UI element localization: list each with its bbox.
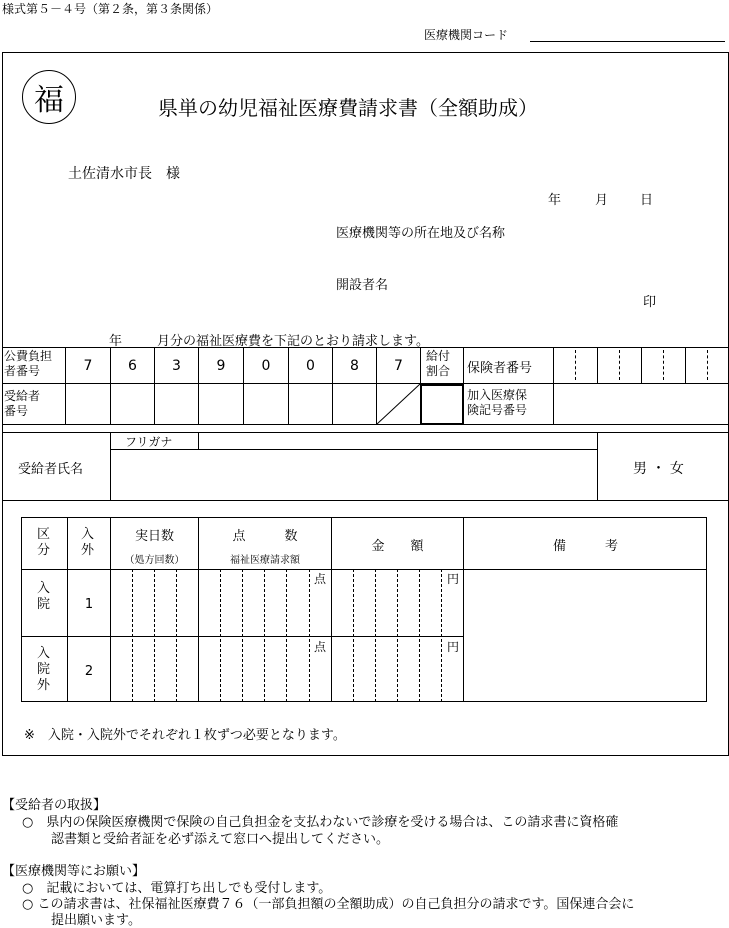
insurance-symbol-label: 加入医療保 険記号番号 — [467, 388, 528, 417]
row-category-outpatient: 入 院 外 — [37, 646, 51, 693]
billing-header-bottom — [21, 569, 707, 570]
digit-sep — [419, 569, 420, 702]
request-year-label: 年 — [109, 334, 123, 349]
addressee: 土佐清水市長 様 — [68, 166, 180, 182]
gender-options[interactable]: 男 ・ 女 — [633, 461, 684, 477]
id-table-bottom — [2, 424, 729, 425]
digit-sep — [286, 569, 287, 702]
yen-unit: 円 — [447, 640, 460, 654]
insurer-digit-sep — [707, 350, 708, 380]
form-number: 様式第５－４号（第２条，第３条関係） — [2, 2, 219, 16]
col-days-sub: （処方回数） — [124, 554, 185, 566]
recipient-item-line-1: ○ 県内の保険医療機関で保険の自己負担金を支払わないで診療を受ける場合は、この請求書に資格確 — [22, 815, 619, 830]
diagonal-cell — [376, 383, 421, 425]
id-table-mid — [2, 383, 729, 384]
form-title: 県単の幼児福祉医療費請求書（全額助成） — [158, 96, 538, 120]
col-amount: 金 額 — [371, 538, 424, 554]
digit-sep — [309, 569, 310, 702]
founder-label: 開設者名 — [336, 278, 389, 293]
public-payer-label: 公費負担 者番号 — [4, 349, 53, 378]
fuku-mark: 福 — [22, 70, 76, 124]
request-sentence: 月分の福祉医療費を下記のとおり請求します。 — [157, 334, 429, 349]
institution-code-underline — [530, 41, 725, 42]
digit-sep — [220, 569, 221, 702]
point-unit: 点 — [314, 640, 327, 654]
insurer-number-label: 保険者番号 — [467, 361, 533, 376]
billing-col-sep — [110, 517, 111, 702]
name-section-top — [2, 432, 729, 433]
col-category: 区 分 — [37, 527, 51, 558]
col-points-sub: 福祉医療請求額 — [230, 554, 300, 566]
institution-item-2-line-1: ○ この請求書は、社保福祉医療費７６（一部負担額の全額助成）の自己負担分の請求です。国保連合会に — [22, 897, 635, 912]
billing-note: ※ 入院・入院外でそれぞれ１枚ずつ必要となります。 — [24, 728, 346, 743]
col-remarks: 備 考 — [552, 538, 618, 554]
col-inout: 入 外 — [81, 527, 95, 558]
billing-col-sep — [198, 517, 199, 702]
name-section-bottom — [2, 500, 729, 501]
insurer-digit-sep — [619, 350, 620, 380]
date-month-label: 月 — [595, 193, 609, 208]
public-payer-digit: 8 — [350, 357, 359, 374]
digit-sep — [264, 569, 265, 702]
digit-sep — [132, 569, 133, 702]
institution-item-2-line-2: 提出願います。 — [51, 913, 141, 928]
digit-sep — [375, 569, 376, 702]
institution-code-label: 医療機関コード — [424, 28, 509, 42]
institution-address-label: 医療機関等の所在地及び名称 — [336, 226, 506, 241]
digit-sep — [176, 569, 177, 702]
public-payer-digit: 6 — [128, 357, 137, 374]
name-sep — [198, 432, 199, 449]
id-col-sep — [685, 347, 686, 383]
public-payer-digit: 7 — [83, 357, 93, 374]
digit-sep — [353, 569, 354, 702]
yen-unit: 円 — [447, 572, 460, 586]
public-payer-digit: 0 — [261, 357, 271, 374]
row-code: 2 — [84, 663, 94, 679]
furigana-label: フリガナ — [125, 435, 173, 449]
public-payer-digit: 0 — [306, 357, 315, 374]
recipient-item-line-2: 認書類と受給者証を必ず添えて窓口へ提出してください。 — [51, 832, 390, 847]
row-category-inpatient: 入 院 — [37, 581, 51, 612]
institution-code-input[interactable] — [532, 26, 722, 41]
public-payer-digit: 3 — [172, 357, 181, 374]
digit-sep — [242, 569, 243, 702]
row-code: 1 — [84, 596, 94, 612]
name-sep — [597, 432, 598, 500]
benefit-ratio-label: 給付 割合 — [426, 349, 451, 378]
recipient-name-label: 受給者氏名 — [18, 462, 84, 477]
digit-sep — [441, 569, 442, 702]
furigana-line — [110, 449, 597, 450]
institution-item-1: ○ 記載においては、電算打ち出しでも受付します。 — [22, 881, 332, 896]
recipient-heading: 【受給者の取扱】 — [2, 798, 107, 813]
insurer-digit-sep — [663, 350, 664, 380]
seal-mark: 印 — [643, 295, 657, 310]
date-day-label: 日 — [640, 193, 654, 208]
date-year-label: 年 — [548, 193, 562, 208]
col-days: 実日数 — [134, 528, 174, 544]
col-points: 点 数 — [232, 528, 298, 544]
institution-heading: 【医療機関等にお願い】 — [2, 864, 146, 879]
insurer-digit-sep — [575, 350, 576, 380]
digit-sep — [397, 569, 398, 702]
id-col-sep — [553, 347, 554, 424]
id-col-sep — [597, 347, 598, 383]
id-col-sep — [641, 347, 642, 383]
recipient-number-label: 受給者 番号 — [4, 389, 41, 418]
point-unit: 点 — [314, 572, 327, 586]
public-payer-digit: 9 — [216, 357, 226, 374]
name-sep — [110, 432, 111, 500]
benefit-ratio-box[interactable] — [420, 384, 464, 425]
public-payer-digit: 7 — [394, 357, 403, 374]
digit-sep — [154, 569, 155, 702]
